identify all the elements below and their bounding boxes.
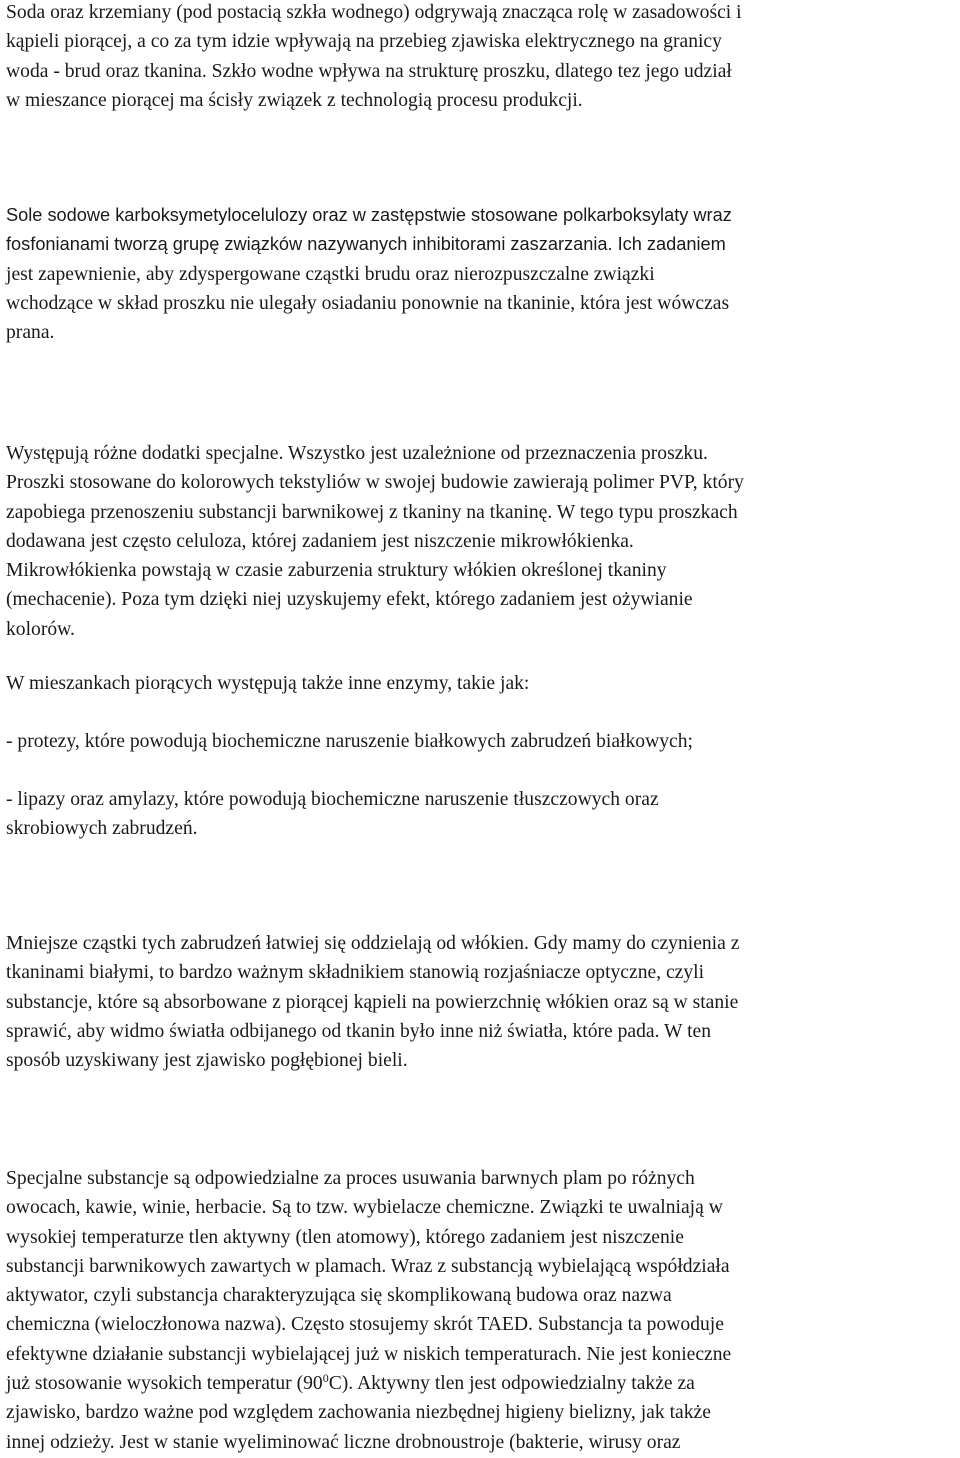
text-line: owocach, kawie, winie, herbacie. Są to tzw. wybielacze chemiczne. Związki te uwalniają w xyxy=(6,1197,723,1219)
text-line: tkaninami białymi, to bardzo ważnym składnikiem stanowią rozjaśniacze optyczne, czyli xyxy=(6,962,705,984)
text-line: zjawisko, bardzo ważne pod względem zachowania niezbędnej higieny bielizny, jak także xyxy=(6,1402,711,1424)
paragraph-inhibitors xyxy=(6,201,954,347)
text-segment: już stosowanie wysokich temperatur (90 xyxy=(6,1373,323,1395)
text-line: Mikrowłókienka powstają w czasie zaburzenia struktury włókien określonej tkaniny xyxy=(6,560,667,582)
text-line: skrobiowych zabrudzeń. xyxy=(6,818,198,840)
paragraph-enzymes-intro xyxy=(6,669,954,698)
text-line: aktywator, czyli substancja charakteryzująca się skomplikowaną budowa oraz nazwa xyxy=(6,1285,672,1307)
text-line: Występują różne dodatki specjalne. Wszystko jest uzależnione od przeznaczenia proszku. xyxy=(6,443,708,464)
text-line: kąpieli piorącej, a co za tym idzie wpływają na przebieg zjawiska elektrycznego na granicy xyxy=(6,31,722,53)
list-item-proteases xyxy=(6,727,954,756)
text-line: zapobiega przenoszeniu substancji barwnikowej z tkaniny na tkaninę. W tego typu proszkach xyxy=(6,501,738,523)
text-line: sprawić, aby widmo światła odbijanego od tkanin było inne niż światła, które pada. W ten xyxy=(6,1020,712,1042)
paragraph-special-additives xyxy=(6,439,954,644)
text-line: - protezy, które powodują biochemiczne naruszenie białkowych zabrudzeń białkowych; xyxy=(6,731,693,752)
text-line: substancji barwnikowych zawartych w plamach. Wraz z substancją wybielającą współdziała xyxy=(6,1255,730,1277)
superscript-degree: 0 xyxy=(322,1371,329,1386)
text-line: Specjalne substancje są odpowiedzialne za proces usuwania barwnych plam po różnych xyxy=(6,1168,695,1189)
text-line: innej odzieży. Jest w stanie wyeliminować liczne drobnoustroje (bakterie, wirusy oraz xyxy=(6,1431,681,1453)
text-segment: C). Aktywny tlen jest odpowiedzialny także za xyxy=(328,1373,695,1395)
text-line: wysokiej temperaturze tlen aktywny (tlen atomowy), którego zadaniem jest niszczenie xyxy=(6,1226,684,1248)
list-item-lipases-amylases xyxy=(6,785,954,844)
text-line: Sole sodowe karboksymetylocelulozy oraz w zastępstwie stosowane polkarboksylaty wraz xyxy=(6,205,732,225)
paragraph-chemical-bleaches xyxy=(6,1164,954,1457)
paragraph-soda-silicates xyxy=(6,0,954,115)
text-line: efektywne działanie substancji wybielającej już w niskich temperaturach. Nie jest konieczne xyxy=(6,1343,732,1365)
paragraph-optical-brighteners xyxy=(6,929,954,1075)
text-line: Mniejsze cząstki tych zabrudzeń łatwiej się oddzielają od włókien. Gdy mamy do czynienia z xyxy=(6,933,740,954)
text-line: woda - brud oraz tkanina. Szkło wodne wpływa na strukturę proszku, dlatego tez jego udział xyxy=(6,60,732,82)
text-line: - lipazy oraz amylazy, które powodują biochemiczne naruszenie tłuszczowych oraz xyxy=(6,789,659,810)
text-line: w mieszance piorącej ma ścisły związek z technologią procesu produkcji. xyxy=(6,89,583,111)
text-line: (mechacenie). Poza tym dzięki niej uzyskujemy efekt, którego zadaniem jest ożywianie xyxy=(6,589,693,611)
text-line: kolorów. xyxy=(6,618,75,640)
text-line: jest zapewnienie, aby zdyspergowane cząstki brudu oraz nierozpuszczalne związki xyxy=(6,263,655,285)
text-line: W mieszankach piorących występują także inne enzymy, takie jak: xyxy=(6,673,530,694)
text-line: dodawana jest często celuloza, której zadaniem jest niszczenie mikrowłókienka. xyxy=(6,530,634,552)
text-line: prana. xyxy=(6,322,55,344)
text-line-temperature xyxy=(6,1369,954,1398)
text-line: Soda oraz krzemiany (pod postacią szkła wodnego) odgrywają znacząca rolę w zasadowości i xyxy=(6,2,742,23)
text-line: sposób uzyskiwany jest zjawisko pogłębionej bieli. xyxy=(6,1050,408,1072)
text-line: Proszki stosowane do kolorowych tekstyliów w swojej budowie zawierają polimer PVP, który xyxy=(6,472,744,494)
text-line: substancje, które są absorbowane z piorącej kąpieli na powierzchnię włókien oraz są w stanie xyxy=(6,991,739,1013)
text-line: wchodzące w skład proszku nie ulegały osiadaniu ponownie na tkaninie, która jest wówczas xyxy=(6,292,730,314)
text-line: chemiczna (wieloczłonowa nazwa). Często stosujemy skrót TAED. Substancja ta powoduje xyxy=(6,1314,724,1336)
text-line: fosfonianami tworzą grupę związków nazywanych inhibitorami zaszarzania. Ich zadaniem xyxy=(6,234,726,255)
